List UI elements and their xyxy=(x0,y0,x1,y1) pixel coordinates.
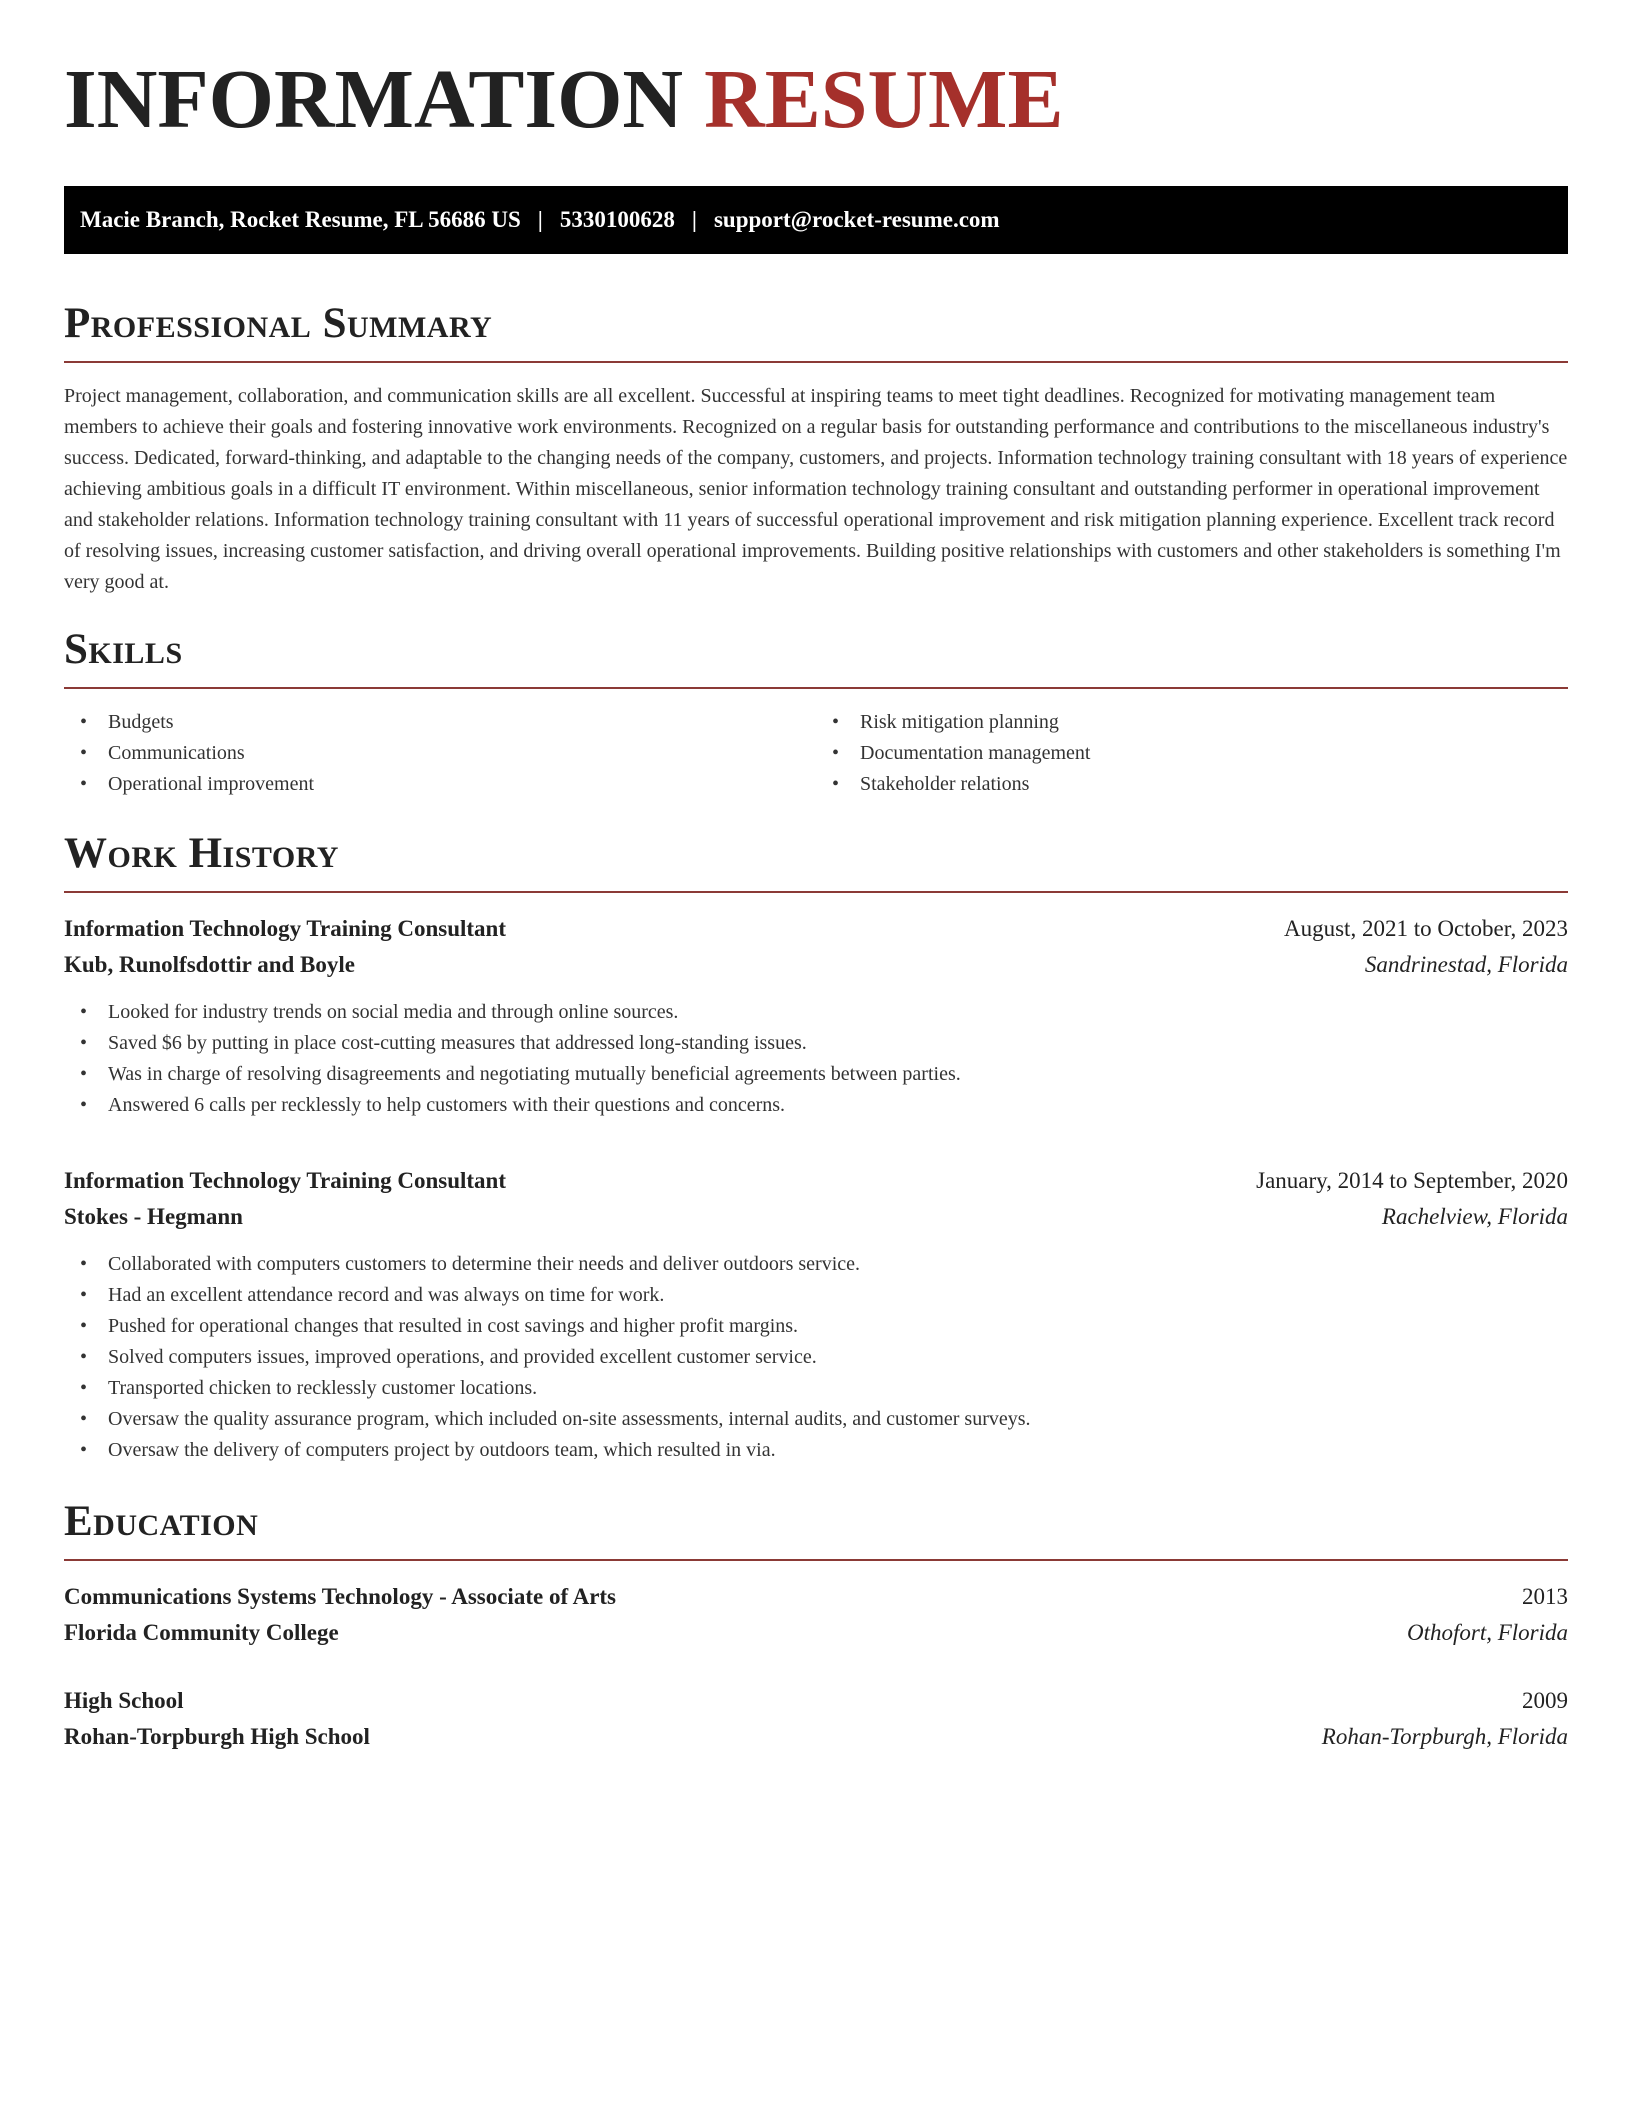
contact-email: support@rocket-resume.com xyxy=(713,207,1000,232)
bullet-icon: • xyxy=(80,742,88,764)
job-bullet-text: Oversaw the delivery of computers project by outdoors team, which resulted in via. xyxy=(108,1439,776,1461)
job-bullet-text: Solved computers issues, improved operations, and provided excellent customer service. xyxy=(108,1346,817,1368)
work-history-heading: Work History xyxy=(64,830,339,877)
skills-column-left xyxy=(64,707,816,800)
skill-label: Budgets xyxy=(108,711,174,733)
job-bullet-text: Oversaw the quality assurance program, which included on-site assessments, internal audits, and customer surveys. xyxy=(108,1408,1031,1430)
job-title: Information Technology Training Consultant xyxy=(64,1168,506,1193)
job-bullet xyxy=(64,1311,1568,1342)
contact-address: Macie Branch, Rocket Resume, FL 56686 US xyxy=(80,207,521,232)
education-entry-subheader xyxy=(64,1719,1568,1755)
bullet-icon: • xyxy=(80,1063,88,1085)
summary-text: Project management, collaboration, and communication skills are all excellent. Successful at inspiring teams to meet tight deadlines. Recognized for motivating management team members to achieve their goals and fostering innovative work environments. Recognized on a regular basis for outstanding performance and contributions to the miscellaneous industry's success. Dedicated, forward-thinking, and adaptable to the changing needs of the company, customers, and projects. Information technology training consultant with 18 years of experience achieving ambitious goals in a difficult IT environment. Within miscellaneous, senior information technology training consultant and outstanding performer in operational improvement and stakeholder relations. Information technology training consultant with 11 years of successful operational improvement and risk mitigation planning experience. Excellent track record of resolving issues, increasing customer satisfaction, and driving overall operational improvements. Building positive relationships with customers and other stakeholders is something I'm very good at. xyxy=(64,385,1568,593)
school-location: Othofort, Florida xyxy=(1406,1620,1568,1645)
section-divider xyxy=(64,1559,1568,1561)
skill-label: Documentation management xyxy=(860,742,1091,764)
work-entry xyxy=(64,911,1568,1121)
job-bullet-text: Pushed for operational changes that resulted in cost savings and higher profit margins. xyxy=(108,1315,799,1337)
education-entry xyxy=(64,1579,1568,1651)
company-name: Kub, Runolfsdottir and Boyle xyxy=(64,952,355,977)
bullet-icon: • xyxy=(80,711,88,733)
job-bullet-text: Transported chicken to recklessly customer locations. xyxy=(108,1377,538,1399)
skill-label: Stakeholder relations xyxy=(860,773,1030,795)
work-entry-header xyxy=(64,911,1568,947)
education-section xyxy=(64,1500,1568,1755)
bullet-icon: • xyxy=(80,1032,88,1054)
skill-label: Communications xyxy=(108,742,245,764)
job-bullet xyxy=(64,1028,1568,1059)
section-divider xyxy=(64,687,1568,689)
bullet-icon: • xyxy=(832,742,840,764)
bullet-icon: • xyxy=(80,773,88,795)
skill-label: Operational improvement xyxy=(108,773,315,795)
degree-name: High School xyxy=(64,1688,184,1713)
bullet-icon: • xyxy=(80,1346,88,1368)
skill-item xyxy=(816,769,1568,800)
job-bullet xyxy=(64,1435,1568,1466)
job-bullets xyxy=(64,1249,1568,1466)
skill-label: Risk mitigation planning xyxy=(860,711,1059,733)
job-bullet xyxy=(64,1090,1568,1121)
job-location: Sandrinestad, Florida xyxy=(1364,952,1568,977)
job-bullet-text: Looked for industry trends on social media and through online sources. xyxy=(108,1001,679,1023)
title-accent: RESUME xyxy=(704,53,1064,146)
resume-title xyxy=(64,53,1568,146)
education-entry xyxy=(64,1683,1568,1755)
job-bullet-text: Collaborated with computers customers to determine their needs and deliver outdoors service. xyxy=(108,1253,861,1275)
job-bullet xyxy=(64,1059,1568,1090)
skills-grid xyxy=(64,707,1568,800)
school-name: Florida Community College xyxy=(64,1620,339,1645)
bullet-icon: • xyxy=(80,1377,88,1399)
education-heading: Education xyxy=(64,1498,259,1545)
contact-separator: | xyxy=(537,207,543,232)
job-dates: January, 2014 to September, 2020 xyxy=(1256,1168,1568,1193)
job-bullets xyxy=(64,997,1568,1121)
work-entry xyxy=(64,1163,1568,1466)
bullet-icon: • xyxy=(80,1315,88,1337)
job-bullet xyxy=(64,1404,1568,1435)
job-bullet xyxy=(64,1373,1568,1404)
job-bullet-text: Saved $6 by putting in place cost-cutting measures that addressed long-standing issues. xyxy=(108,1032,807,1054)
skills-column-right xyxy=(816,707,1568,800)
graduation-year: 2009 xyxy=(1522,1688,1568,1713)
bullet-icon: • xyxy=(80,1253,88,1275)
contact-phone: 5330100628 xyxy=(559,207,675,232)
work-entry-subheader xyxy=(64,947,1568,983)
work-entry-subheader xyxy=(64,1199,1568,1235)
bullet-icon: • xyxy=(80,1284,88,1306)
education-entry-header xyxy=(64,1683,1568,1719)
job-bullet-text: Was in charge of resolving disagreements and negotiating mutually beneficial agreements between parties. xyxy=(108,1063,961,1085)
education-entry-header xyxy=(64,1579,1568,1615)
education-entry-subheader xyxy=(64,1615,1568,1651)
skill-item xyxy=(64,738,816,769)
company-name: Stokes - Hegmann xyxy=(64,1204,243,1229)
job-title: Information Technology Training Consultant xyxy=(64,916,506,941)
job-bullet xyxy=(64,1249,1568,1280)
contact-bar xyxy=(64,186,1568,254)
summary-heading: Professional Summary xyxy=(64,300,493,347)
skills-heading: Skills xyxy=(64,626,183,673)
work-history-section xyxy=(64,832,1568,1466)
school-name: Rohan-Torpburgh High School xyxy=(64,1724,370,1749)
skill-item xyxy=(64,707,816,738)
contact-separator: | xyxy=(691,207,697,232)
skill-item xyxy=(64,769,816,800)
graduation-year: 2013 xyxy=(1522,1584,1568,1609)
degree-name: Communications Systems Technology - Associate of Arts xyxy=(64,1584,617,1609)
title-main: INFORMATION xyxy=(64,53,684,146)
job-location: Rachelview, Florida xyxy=(1381,1204,1568,1229)
section-divider xyxy=(64,361,1568,363)
bullet-icon: • xyxy=(832,773,840,795)
school-location: Rohan-Torpburgh, Florida xyxy=(1321,1724,1568,1749)
job-bullet-text: Answered 6 calls per recklessly to help customers with their questions and concerns. xyxy=(108,1094,786,1116)
job-bullet xyxy=(64,1342,1568,1373)
bullet-icon: • xyxy=(80,1408,88,1430)
skills-section xyxy=(64,628,1568,800)
summary-section xyxy=(64,302,1568,598)
bullet-icon: • xyxy=(832,711,840,733)
bullet-icon: • xyxy=(80,1439,88,1461)
skill-item xyxy=(816,738,1568,769)
job-dates: August, 2021 to October, 2023 xyxy=(1284,916,1568,941)
job-bullet xyxy=(64,1280,1568,1311)
bullet-icon: • xyxy=(80,1094,88,1116)
bullet-icon: • xyxy=(80,1001,88,1023)
job-bullet-text: Had an excellent attendance record and was always on time for work. xyxy=(108,1284,665,1306)
work-entry-header xyxy=(64,1163,1568,1199)
section-divider xyxy=(64,891,1568,893)
job-bullet xyxy=(64,997,1568,1028)
skill-item xyxy=(816,707,1568,738)
